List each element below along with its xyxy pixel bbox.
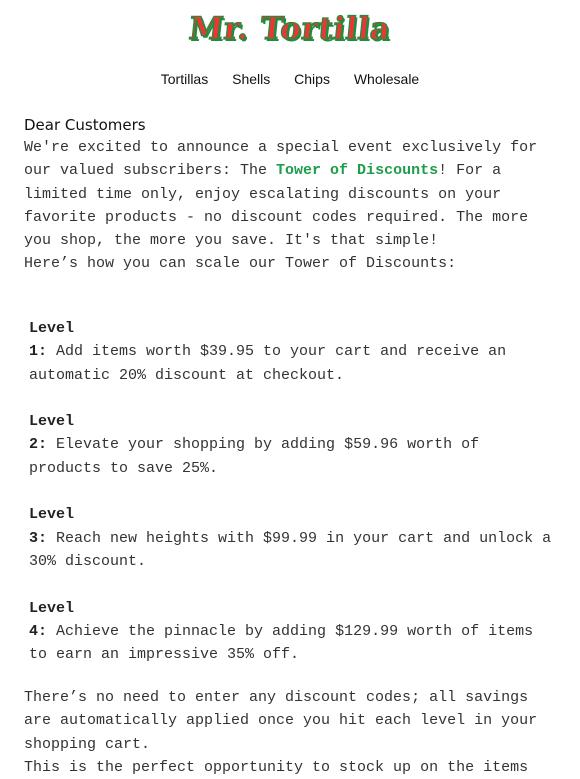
nav-link-chips[interactable]: Chips bbox=[294, 71, 330, 87]
level-heading: Level bbox=[29, 599, 75, 617]
level-item-3 bbox=[29, 503, 559, 573]
level-number: 1: bbox=[29, 343, 48, 361]
outro-paragraph bbox=[24, 686, 564, 779]
main-nav bbox=[0, 68, 580, 90]
level-item-4 bbox=[29, 597, 559, 667]
intro-part-2: ! For a limited time only, enjoy escalating discounts on your favorite products - no discount codes required. The more you shop, the more you save. It's that simple! bbox=[24, 162, 529, 250]
mr-tortilla-logo[interactable]: Mr. Tortilla bbox=[187, 11, 393, 47]
outro-text-1: There’s no need to enter any discount codes; all savings are automatically applied once you hit each level in your shopping cart. bbox=[24, 689, 538, 753]
nav-link-wholesale[interactable]: Wholesale bbox=[353, 71, 420, 87]
nav-link-tortillas[interactable]: Tortillas bbox=[160, 71, 209, 87]
intro-paragraph bbox=[24, 136, 564, 276]
level-description bbox=[29, 620, 559, 667]
level-description bbox=[29, 527, 559, 574]
level-item-1 bbox=[29, 317, 559, 387]
intro-line-2: Here’s how you can scale our Tower of Discounts: bbox=[24, 255, 457, 273]
nav-link-shells[interactable]: Shells bbox=[232, 71, 271, 87]
level-description bbox=[29, 433, 559, 480]
levels-list bbox=[29, 317, 559, 690]
level-text: Reach new heights with $99.99 in your cart and unlock a 30% discount. bbox=[29, 529, 552, 570]
level-item-2 bbox=[29, 410, 559, 480]
intro-part-1: We're excited to announce a special event exclusively for our valued subscribers: The bbox=[24, 139, 538, 180]
level-number: 2: bbox=[29, 436, 48, 454]
header bbox=[0, 8, 580, 50]
level-heading: Level bbox=[29, 320, 75, 337]
level-text: Add items worth $39.95 to your cart and receive an automatic 20% discount at checkout. bbox=[29, 343, 507, 384]
level-text: Elevate your shopping by adding $59.96 worth of products to save 25%. bbox=[29, 436, 480, 477]
tower-of-discounts-highlight: Tower of Discounts bbox=[276, 162, 439, 180]
level-number: 3: bbox=[29, 529, 48, 547]
level-heading: Level bbox=[29, 413, 75, 431]
greeting: Dear Customers bbox=[24, 116, 146, 134]
level-heading: Level bbox=[29, 506, 75, 524]
intro-text bbox=[24, 136, 564, 252]
outro-text-2: This is the perfect opportunity to stock up on the items bbox=[24, 758, 529, 776]
level-number: 4: bbox=[29, 622, 48, 640]
level-text: Achieve the pinnacle by adding $129.99 worth of items to earn an impressive 35% off. bbox=[29, 622, 534, 664]
level-description bbox=[29, 340, 559, 387]
